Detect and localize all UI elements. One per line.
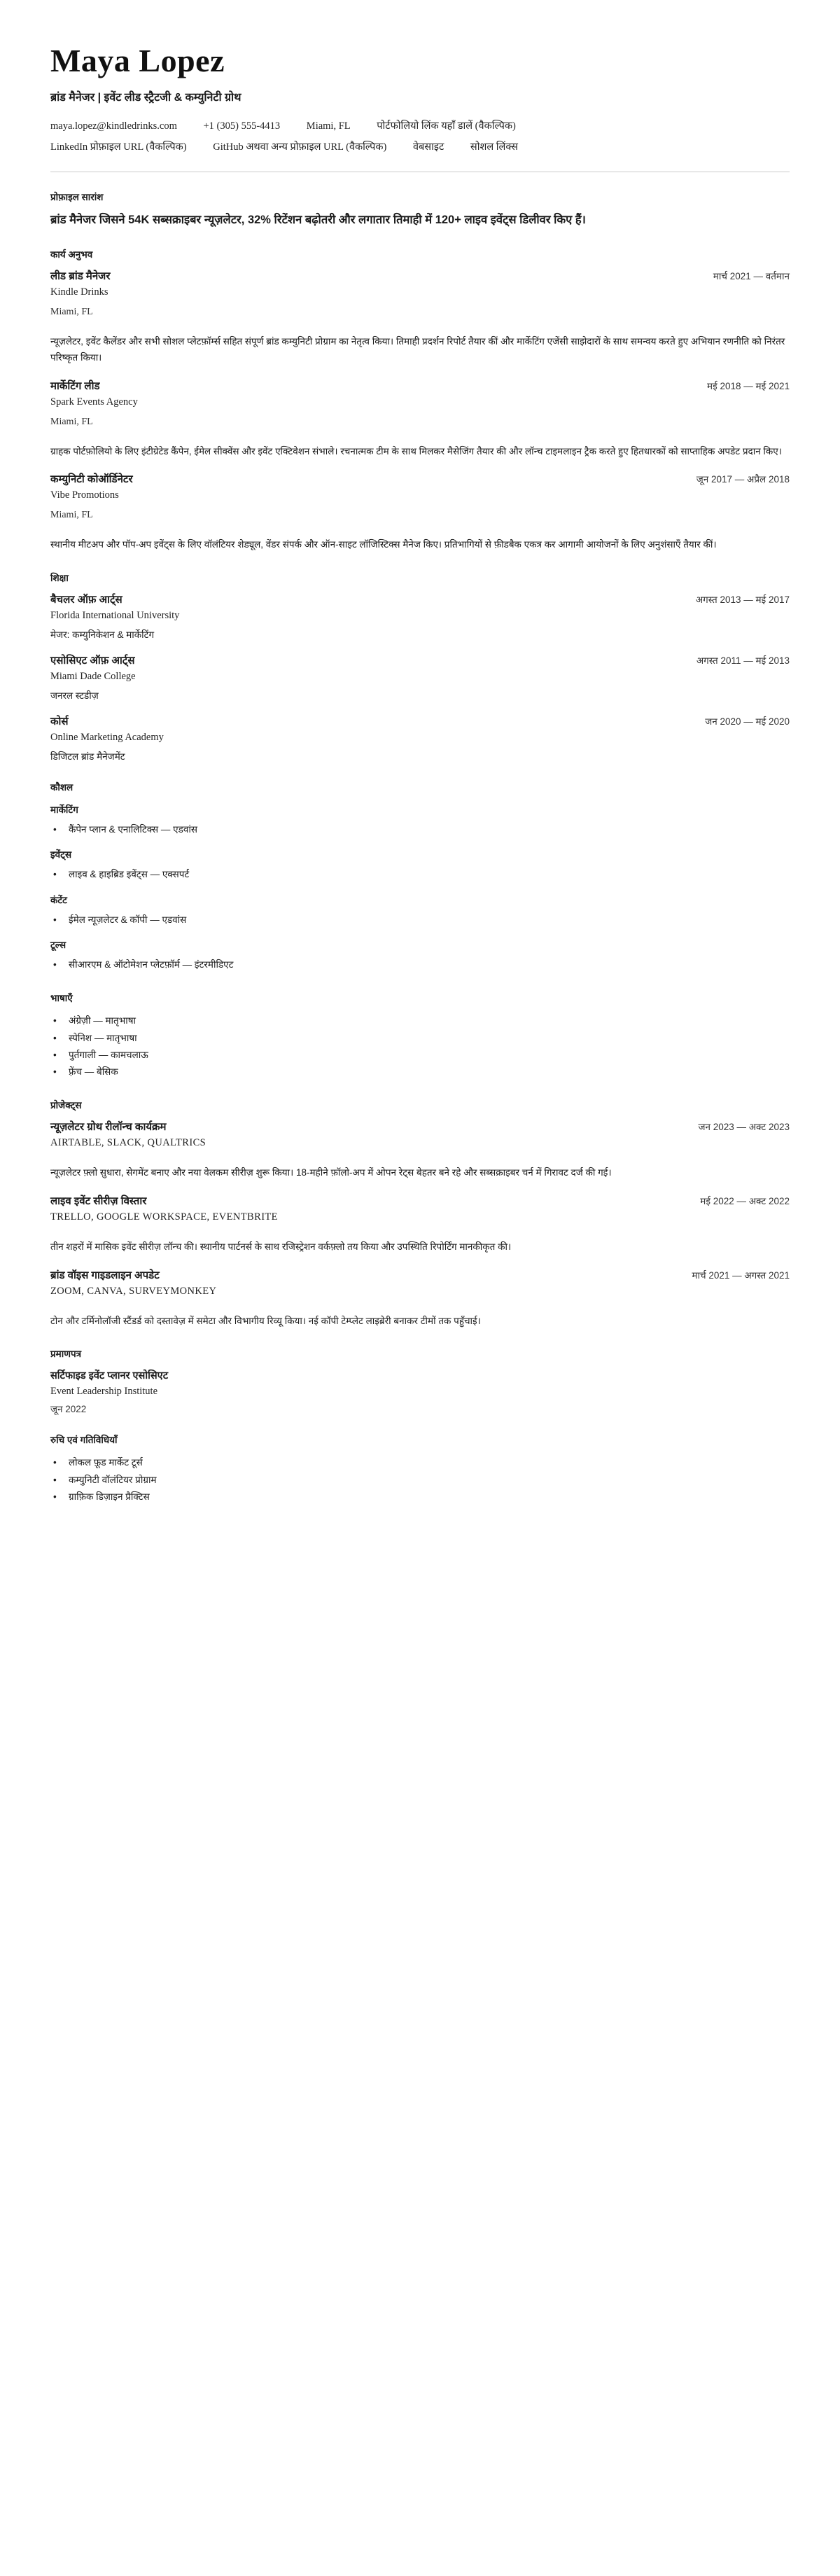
skill-list (50, 866, 790, 883)
experience-location: Miami, FL (50, 510, 93, 521)
education-degree: बैचलर ऑफ़ आर्ट्स (50, 594, 122, 606)
certification-name: सर्टिफाइड इवेंट प्लानर एसोसिएट (50, 1370, 169, 1382)
skill-group-name: मार्केटिंग (50, 805, 78, 816)
project-entry-head (50, 1194, 790, 1208)
section-projects (50, 1099, 790, 1329)
contact-portfolio-link[interactable]: पोर्टफोलियो लिंक यहाँ डालें (वैकल्पिक) (377, 120, 516, 132)
section-languages (50, 991, 790, 1080)
experience-dates: मार्च 2021 — वर्तमान (713, 270, 790, 281)
education-entry (50, 653, 790, 702)
project-tools: AIRTABLE, SLACK, QUALTRICS (50, 1137, 206, 1149)
project-entry (50, 1194, 790, 1255)
project-description: तीन शहरों में मासिक इवेंट सीरीज़ लॉन्च की। स्थानीय पार्टनर्स के साथ रजिस्ट्रेशन वर्कफ़्लो तय किया और उपस्थिति रिपोर्टिंग मानकीकृत की। (50, 1241, 512, 1253)
section-title-languages: भाषाएँ (50, 993, 73, 1004)
language-item: • पुर्तगाली — कामचलाऊ (50, 1047, 790, 1064)
education-entry-head (50, 653, 790, 667)
experience-entry-head (50, 472, 790, 486)
section-title-certifications: प्रमाणपत्र (50, 1349, 82, 1360)
contact-phone: +1 (305) 555-4413 (203, 120, 281, 132)
education-detail: डिजिटल ब्रांड मैनेजमेंट (50, 751, 125, 763)
interest-item: • लोकल फ़ूड मार्केट टूर्स (50, 1454, 790, 1471)
language-list (50, 1012, 790, 1080)
skill-list (50, 821, 790, 838)
contact-website-link[interactable]: वेबसाइट (412, 141, 444, 153)
candidate-name: Maya Lopez (50, 43, 225, 78)
education-institution: Online Marketing Academy (50, 732, 164, 744)
education-detail: मेजर: कम्युनिकेशन & मार्केटिंग (50, 629, 155, 641)
skill-item: • ईमेल न्यूज़लेटर & कॉपी — एडवांस (50, 912, 790, 928)
education-dates: जन 2020 — मई 2020 (705, 716, 790, 727)
education-entry (50, 714, 790, 763)
experience-entry-head (50, 379, 790, 393)
experience-entry (50, 269, 790, 366)
experience-company: Kindle Drinks (50, 286, 108, 298)
skill-group (50, 893, 790, 928)
language-item: • स्पेनिश — मातृभाषा (50, 1030, 790, 1047)
education-institution: Miami Dade College (50, 671, 136, 683)
skill-list (50, 912, 790, 928)
certification-issuer: Event Leadership Institute (50, 1386, 158, 1398)
experience-description: न्यूज़लेटर, इवेंट कैलेंडर और सभी सोशल प्लेटफ़ॉर्म्स सहित संपूर्ण ब्रांड कम्युनिटी प्रोग्राम का नेतृत्व किया। तिमाही प्रदर्शन रिपोर्ट तैयार कीं और मार्केटिंग एजेंसी साझेदारों के साथ समन्वय करते हुए अभियान रणनीति को निरंतर परिष्कृत किया। (50, 335, 785, 363)
interest-item: • ग्राफ़िक डिज़ाइन प्रैक्टिस (50, 1489, 790, 1505)
experience-job-title: मार्केटिंग लीड (50, 380, 100, 392)
section-title-summary: प्रोफ़ाइल सारांश (50, 192, 104, 202)
skill-group (50, 938, 790, 973)
skill-group (50, 848, 790, 883)
skill-group-name: कंटेंट (50, 894, 67, 905)
section-certifications (50, 1347, 790, 1415)
contact-linkedin-link[interactable]: LinkedIn प्रोफ़ाइल URL (वैकल्पिक) (50, 141, 187, 153)
education-entry (50, 592, 790, 641)
language-item: • अंग्रेज़ी — मातृभाषा (50, 1012, 790, 1029)
language-item: • फ़्रेंच — बेसिक (50, 1064, 790, 1080)
experience-job-title: लीड ब्रांड मैनेजर (50, 270, 111, 282)
section-title-education: शिक्षा (50, 573, 69, 584)
project-description: टोन और टर्मिनोलॉजी स्टैंडर्ड को दस्तावेज़ में समेटा और विभागीय रिव्यू किया। नई कॉपी टेम्प्लेट लाइब्रेरी बनाकर टीमों तक पहुँचाई। (50, 1315, 481, 1326)
experience-location: Miami, FL (50, 306, 93, 317)
summary-text: ब्रांड मैनेजर जिसने 54K सब्सक्राइबर न्यूज़लेटर, 32% रिटेंशन बढ़ोतरी और लगातार तिमाही में 120+ लाइव इवेंट्स डिलीवर किए हैं। (50, 214, 586, 226)
section-title-interests: रुचि एवं गतिविधियाँ (50, 1435, 118, 1446)
experience-dates: जून 2017 — अप्रैल 2018 (696, 474, 790, 485)
project-title: ब्रांड वॉइस गाइडलाइन अपडेट (50, 1269, 160, 1281)
skill-group-name: इवेंट्स (50, 849, 72, 861)
section-title-projects: प्रोजेक्ट्स (50, 1100, 82, 1111)
project-dates: मई 2022 — अक्ट 2022 (700, 1196, 790, 1207)
project-title: न्यूज़लेटर ग्रोथ रीलॉन्च कार्यक्रम (50, 1121, 167, 1134)
interest-item: • कम्युनिटी वॉलंटियर प्रोग्राम (50, 1472, 790, 1489)
section-summary (50, 190, 790, 230)
project-description: न्यूज़लेटर फ़्लो सुधारा, सेगमेंट बनाए और नया वेलकम सीरीज़ शुरू किया। 18-महीने फ़ॉलो-अप में ओपन रेट्स बेहतर बने रहे और सब्सक्राइबर चर्न में गिरावट दर्ज की गई। (50, 1167, 612, 1178)
section-interests (50, 1433, 790, 1505)
section-title-skills: कौशल (50, 782, 74, 793)
education-degree: एसोसिएट ऑफ़ आर्ट्स (50, 655, 135, 667)
section-education (50, 571, 790, 763)
experience-description: ग्राहक पोर्टफ़ोलियो के लिए इंटीग्रेटेड कैंपेन, ईमेल सीक्वेंस और इवेंट एक्टिवेशन संभाले। रचनात्मक टीम के साथ मिलकर मैसेजिंग तैयार की और लॉन्च टाइमलाइन ट्रैक करते हुए हितधारकों को साप्ताहिक अपडेट प्रदान किए। (50, 445, 782, 457)
project-dates: मार्च 2021 — अगस्त 2021 (692, 1269, 790, 1281)
section-title-experience: कार्य अनुभव (50, 249, 93, 260)
education-dates: अगस्त 2011 — मई 2013 (696, 655, 790, 667)
experience-job-title: कम्युनिटी कोऑर्डिनेटर (50, 473, 133, 486)
contact-location: Miami, FL (306, 120, 351, 132)
contact-email[interactable]: maya.lopez@kindledrinks.com (50, 120, 177, 132)
interest-list (50, 1454, 790, 1505)
certification-entry (50, 1368, 790, 1415)
project-entry (50, 1120, 790, 1181)
contact-row-secondary (50, 139, 790, 153)
contact-social-links[interactable]: सोशल लिंक्स (470, 141, 518, 153)
education-detail: जनरल स्टडीज़ (50, 690, 99, 702)
project-title: लाइव इवेंट सीरीज़ विस्तार (50, 1195, 147, 1208)
project-entry-head (50, 1268, 790, 1282)
professional-headline: ब्रांड मैनेजर | इवेंट लीड स्ट्रैटजी & कम्युनिटी ग्रोथ (50, 92, 241, 104)
education-degree: कोर्स (50, 716, 69, 728)
education-dates: अगस्त 2013 — मई 2017 (695, 594, 790, 606)
experience-company: Spark Events Agency (50, 396, 138, 408)
skill-item: • लाइव & हाइब्रिड इवेंट्स — एक्सपर्ट (50, 866, 790, 883)
contact-row-primary (50, 118, 790, 132)
experience-location: Miami, FL (50, 416, 93, 427)
section-skills (50, 781, 790, 973)
project-dates: जन 2023 — अक्ट 2023 (698, 1122, 790, 1133)
certification-date: जून 2022 (50, 1404, 87, 1415)
skill-item: • सीआरएम & ऑटोमेशन प्लेटफ़ॉर्म — इंटरमीडिएट (50, 956, 790, 973)
skill-group (50, 803, 790, 838)
skill-list (50, 956, 790, 973)
experience-entry (50, 379, 790, 460)
experience-description: स्थानीय मीटअप और पॉप-अप इवेंट्स के लिए वॉलंटियर शेड्यूल, वेंडर संपर्क और ऑन-साइट लॉजिस्टिक्स मैनेज किए। प्रतिभागियों से फ़ीडबैक एकत्र कर आगामी आयोजनों के लिए अनुशंसाएँ तैयार कीं। (50, 539, 717, 550)
project-entry (50, 1268, 790, 1330)
contact-github-link[interactable]: GitHub अथवा अन्य प्रोफ़ाइल URL (वैकल्पिक) (213, 141, 387, 153)
skill-group-name: टूल्स (50, 939, 66, 950)
section-experience (50, 248, 790, 554)
experience-entry (50, 472, 790, 553)
project-tools: ZOOM, CANVA, SURVEYMONKEY (50, 1285, 217, 1297)
education-entry-head (50, 592, 790, 606)
experience-company: Vibe Promotions (50, 489, 119, 501)
education-entry-head (50, 714, 790, 728)
project-tools: TRELLO, GOOGLE WORKSPACE, EVENTBRITE (50, 1211, 278, 1223)
education-institution: Florida International University (50, 610, 180, 622)
project-entry-head (50, 1120, 790, 1134)
experience-dates: मई 2018 — मई 2021 (707, 380, 790, 391)
experience-entry-head (50, 269, 790, 283)
skill-item: • कैंपेन प्लान & एनालिटिक्स — एडवांस (50, 821, 790, 838)
